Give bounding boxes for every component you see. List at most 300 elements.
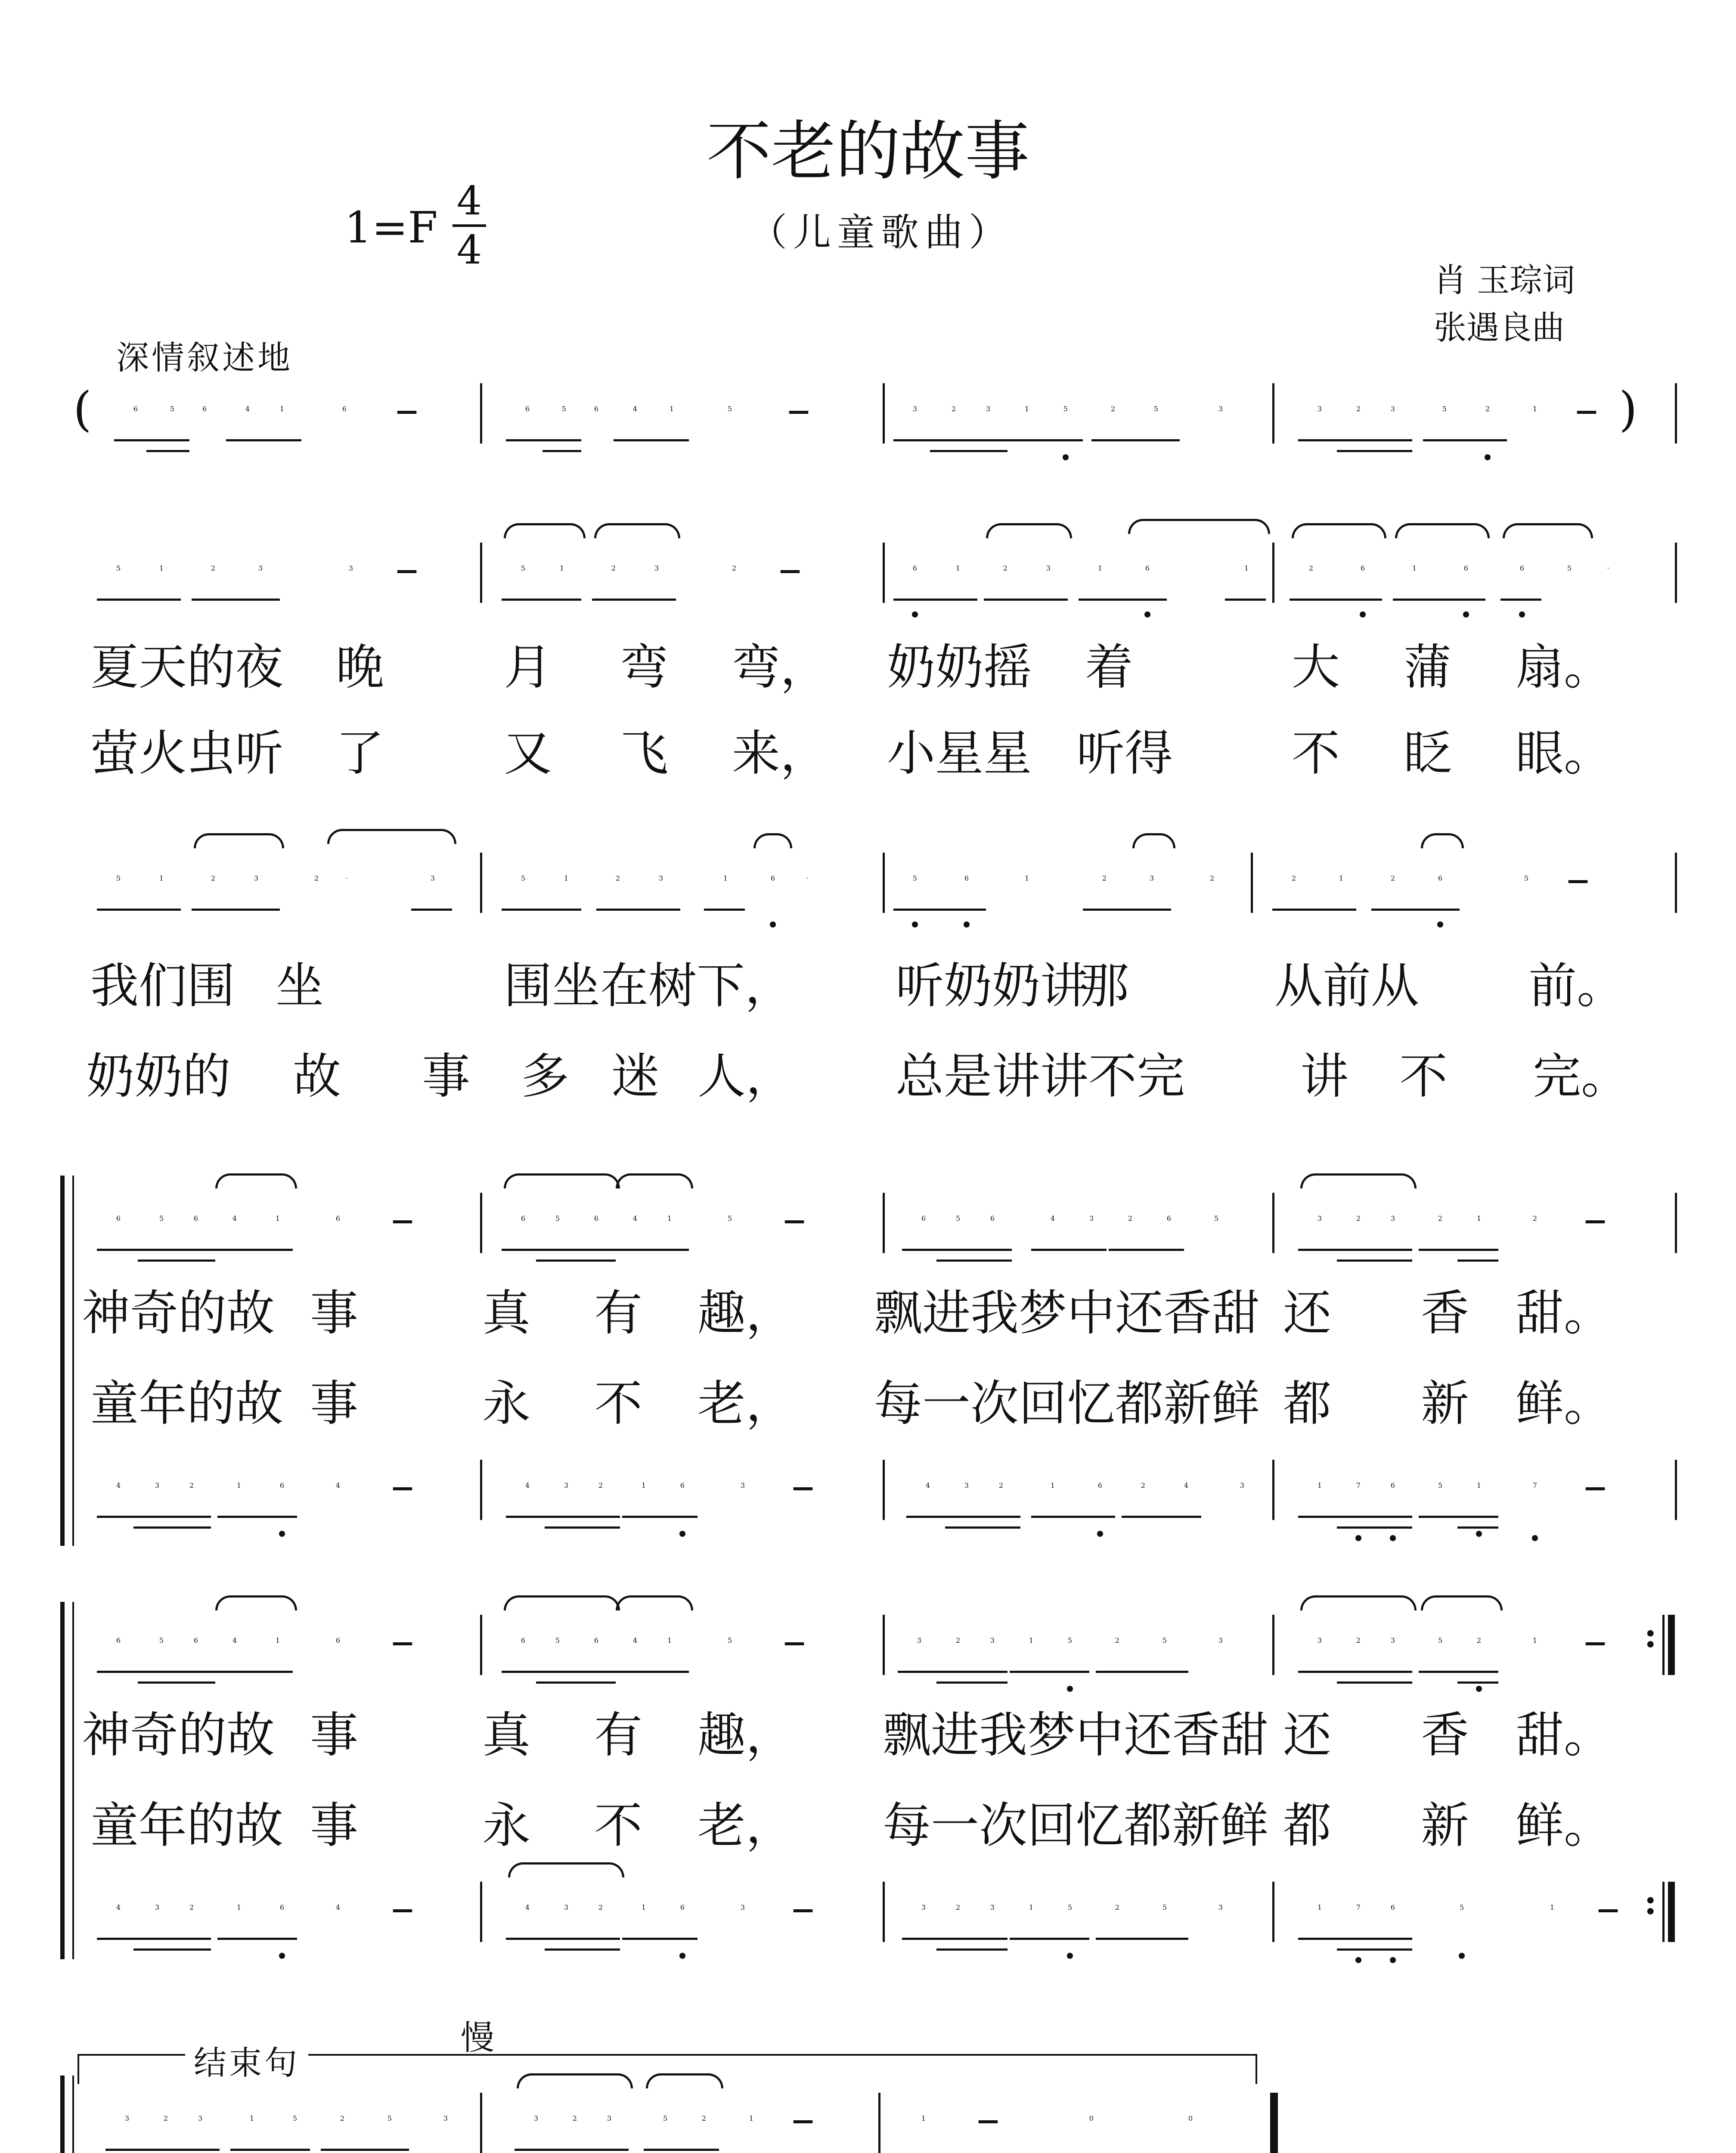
beam-underline: [217, 1516, 297, 1518]
s5a-note: 2: [1115, 1636, 1120, 1644]
low-octave-dot: [679, 1953, 685, 1959]
lyric-syllable: 甜。: [1516, 1285, 1612, 1341]
slur-tie: [215, 1595, 297, 1610]
s4b-note: 3: [1240, 1481, 1245, 1489]
bar-line: [1272, 1882, 1274, 1942]
s1-note: 2: [1485, 405, 1490, 413]
s4b-note: 7: [1356, 1481, 1361, 1489]
beam-underline: [614, 439, 689, 441]
lyric-syllable: 眨: [1404, 726, 1452, 782]
s1-note: 4: [245, 405, 250, 413]
s4b-note: 4: [525, 1481, 530, 1489]
s5a-note: 6: [594, 1636, 599, 1644]
low-octave-dot: [1067, 1953, 1073, 1959]
s5a-note: 5: [1162, 1636, 1167, 1644]
low-octave-dot: [1390, 1535, 1396, 1541]
s2-augmentation-dot: ·: [1607, 564, 1609, 572]
lyric-syllable: 那: [1081, 958, 1129, 1014]
lyric-syllable: 总是讲讲不完: [896, 1049, 1185, 1104]
s4a-note: 5: [1214, 1214, 1219, 1222]
s2-note: 1: [559, 564, 564, 572]
beam-underline: [704, 909, 745, 911]
slur-tie: [1300, 1595, 1417, 1610]
s6a-note: 2: [163, 2114, 168, 2122]
beam-underline: [614, 1671, 689, 1673]
slur-tie: [616, 1173, 693, 1188]
beam-underline: [906, 1516, 1020, 1518]
s6a-note: 3: [533, 2114, 539, 2122]
beam-underline: [1298, 1938, 1412, 1940]
s5a-note: 3: [1317, 1636, 1322, 1644]
lyric-syllable: 永: [482, 1376, 530, 1432]
beam-underline: [622, 1938, 698, 1940]
s5a-dash-sustain: –: [1584, 1613, 1607, 1667]
s4a-note: 4: [1050, 1214, 1055, 1222]
beam-underline: [515, 2149, 629, 2151]
s3-note: 3: [254, 874, 259, 882]
s5a-note: 1: [1029, 1636, 1034, 1644]
lyric-syllable: 围坐在树下，: [504, 958, 793, 1014]
lyric-syllable: 还: [1283, 1707, 1331, 1763]
s3-augmentation-dot: ·: [806, 874, 809, 882]
bar-line: [1675, 383, 1677, 444]
s5b-note: 2: [1115, 1903, 1120, 1911]
s5a-dash-sustain: –: [391, 1613, 414, 1667]
lyric-syllable: 都: [1283, 1376, 1331, 1432]
beam-underline: [1337, 450, 1412, 452]
low-octave-dot: [1459, 1953, 1465, 1959]
s3-note: 6: [1438, 874, 1443, 882]
beam-underline: [1337, 1526, 1412, 1529]
lyric-syllable: 趣，: [698, 1707, 794, 1763]
beam-underline: [898, 1671, 1008, 1673]
lyric-syllable: 童年的故: [90, 1376, 283, 1432]
s1-note: 5: [1063, 405, 1068, 413]
slur-tie: [517, 2073, 633, 2088]
system-bracket-thin: [72, 2075, 74, 2153]
beam-underline: [1079, 599, 1167, 601]
s1-note: 3: [986, 405, 991, 413]
low-octave-dot: [912, 611, 918, 617]
composer-credit: 张遇良曲: [1434, 308, 1565, 347]
s5b-note: 5: [1162, 1903, 1167, 1911]
bar-line: [883, 1460, 885, 1520]
s6a-note: 1: [249, 2114, 254, 2122]
s4a-note: 2: [1438, 1214, 1443, 1222]
s5a-note: 3: [990, 1636, 995, 1644]
s4b-note: 2: [998, 1481, 1004, 1489]
s6a-note: 2: [572, 2114, 577, 2122]
s3-note: 1: [1024, 874, 1029, 882]
low-octave-dot: [1360, 611, 1366, 617]
s3-note: 2: [1102, 874, 1107, 882]
lyric-syllable: 还: [1283, 1285, 1331, 1341]
low-octave-dot: [279, 1531, 285, 1537]
slur-tie: [1421, 833, 1464, 848]
s4a-note: 6: [521, 1214, 526, 1222]
s1-note: 6: [133, 405, 138, 413]
lyric-syllable: 新: [1421, 1376, 1469, 1432]
lyric-syllable: 不: [1292, 726, 1340, 782]
s3-note: 1: [564, 874, 569, 882]
s5a-note: 2: [955, 1636, 961, 1644]
s3-note: 2: [211, 874, 216, 882]
low-octave-dot: [1063, 454, 1069, 460]
s3-note: 2: [615, 874, 620, 882]
beam-underline: [893, 439, 1008, 441]
s5b-note: 5: [1459, 1903, 1464, 1911]
beam-underline: [1122, 1516, 1201, 1518]
lyric-syllable: 不: [594, 1376, 642, 1432]
s3-note: 2: [1390, 874, 1395, 882]
lyric-syllable: 香: [1421, 1707, 1469, 1763]
lyric-syllable: 有: [594, 1285, 642, 1341]
beam-underline: [1500, 599, 1541, 601]
low-octave-dot: [1097, 1531, 1103, 1537]
s4a-dash-sustain: –: [783, 1191, 806, 1245]
s5b-note: 1: [1317, 1903, 1322, 1911]
s5b-note: 6: [1390, 1903, 1395, 1911]
lyric-syllable: 了: [336, 726, 384, 782]
lyric-syllable: 坐: [276, 958, 324, 1014]
low-octave-dot: [1144, 611, 1150, 617]
s6a-note: 1: [749, 2114, 754, 2122]
slur-tie: [1395, 523, 1490, 538]
s5b-note: 4: [335, 1903, 341, 1911]
beam-underline: [1010, 1938, 1089, 1940]
s4a-note: 5: [159, 1214, 164, 1222]
beam-underline: [97, 1516, 211, 1518]
beam-underline: [1337, 1681, 1412, 1684]
lyric-syllable: 每一次回忆都新鲜: [874, 1376, 1260, 1432]
lyric-syllable: 萤火虫听: [90, 726, 283, 782]
beam-underline: [1109, 1249, 1184, 1251]
s4b-note: 1: [1050, 1481, 1055, 1489]
s2-note: 3: [1046, 564, 1051, 572]
beam-underline: [411, 909, 452, 911]
song-title: 不老的故事: [706, 114, 1029, 189]
low-octave-dot: [1532, 1535, 1538, 1541]
s2-note: 6: [912, 564, 918, 572]
s4b-dash-sustain: –: [391, 1458, 414, 1512]
lyric-syllable: 香: [1421, 1285, 1469, 1341]
low-octave-dot: [1476, 1531, 1482, 1537]
s5a-note: 6: [335, 1636, 341, 1644]
beam-underline: [536, 1260, 616, 1262]
low-octave-dot: [1355, 1957, 1361, 1963]
lyric-syllable: 有: [594, 1707, 642, 1763]
s5b-note: 3: [564, 1903, 569, 1911]
lyric-syllable: 不: [1399, 1049, 1448, 1104]
lyric-syllable: 着: [1085, 639, 1133, 695]
lyric-syllable: 故: [293, 1049, 341, 1104]
s3-note: 6: [964, 874, 969, 882]
s4b-dash-sustain: –: [1584, 1458, 1607, 1512]
low-octave-dot: [1355, 1535, 1361, 1541]
s1-note: 3: [1218, 405, 1223, 413]
s5a-note: 2: [1356, 1636, 1361, 1644]
s3-note: 2: [1291, 874, 1296, 882]
beam-underline: [545, 1526, 620, 1529]
s6a-note: 3: [198, 2114, 203, 2122]
beam-underline: [1298, 1516, 1412, 1518]
bar-line: [480, 1460, 482, 1520]
s1-note: 1: [669, 405, 674, 413]
s2-note: 5: [521, 564, 526, 572]
s4a-note: 3: [1317, 1214, 1322, 1222]
s2-note: 6: [1360, 564, 1365, 572]
beam-underline: [1457, 1681, 1498, 1684]
s2-note: 3: [258, 564, 263, 572]
beam-underline: [105, 2149, 220, 2151]
s4a-note: 6: [1166, 1214, 1172, 1222]
s1-note: 5: [170, 405, 175, 413]
s3-augmentation-dot: ·: [345, 874, 348, 882]
s1-dash-sustain: –: [395, 382, 418, 436]
s2-note: 5: [116, 564, 121, 572]
s4b-note: 2: [189, 1481, 194, 1489]
s5a-note: 6: [116, 1636, 121, 1644]
s3-dash-sustain: –: [1566, 851, 1590, 905]
lyric-syllable: 听奶奶讲: [896, 958, 1088, 1014]
s1-note: 5: [727, 405, 732, 413]
lyric-syllable: 飞: [620, 726, 668, 782]
lyric-syllable: 童年的故: [90, 1798, 283, 1854]
lyric-syllable: 事: [310, 1798, 358, 1854]
s5b-note: 2: [189, 1903, 194, 1911]
lyric-syllable: 来，: [732, 726, 828, 782]
lyric-syllable: 鲜。: [1516, 1798, 1612, 1854]
lyric-syllable: 人，: [698, 1049, 794, 1104]
s1-note: 1: [279, 405, 285, 413]
s1-parenthesis: ): [1619, 382, 1637, 437]
s4a-note: 6: [990, 1214, 995, 1222]
s4a-note: 2: [1532, 1214, 1538, 1222]
low-octave-dot: [770, 921, 776, 928]
low-octave-dot: [912, 921, 918, 928]
system-bracket: [60, 1602, 65, 1959]
s5a-note: 1: [275, 1636, 280, 1644]
s5b-note: 1: [1550, 1903, 1555, 1911]
s2-note: 2: [732, 564, 737, 572]
bar-line: [1675, 543, 1677, 603]
s1-note: 3: [1390, 405, 1395, 413]
lyric-syllable: 真: [482, 1285, 530, 1341]
lyric-syllable: 鲜。: [1516, 1376, 1612, 1432]
s3-note: 3: [658, 874, 663, 882]
system-bracket: [60, 1176, 65, 1546]
low-octave-dot: [279, 1953, 285, 1959]
beam-underline: [1419, 1671, 1498, 1673]
song-subtitle: （儿童歌曲）: [749, 210, 1013, 254]
s2-note: 3: [348, 564, 353, 572]
s1-dash-sustain: –: [1575, 382, 1598, 436]
time-signature: [450, 179, 489, 273]
slur-tie: [327, 829, 456, 844]
s4a-note: 5: [727, 1214, 732, 1222]
slur-tie: [1421, 1595, 1503, 1610]
s4a-note: 5: [955, 1214, 961, 1222]
s5a-note: 6: [521, 1636, 526, 1644]
lyric-syllable: 都: [1283, 1798, 1331, 1854]
s1-note: 2: [1110, 405, 1116, 413]
bar-line: [480, 1193, 482, 1253]
slur-tie: [504, 1173, 620, 1188]
beam-underline: [1298, 1671, 1412, 1673]
bar-line: [1272, 543, 1274, 603]
lyric-syllable: 前。: [1528, 958, 1625, 1014]
beam-underline: [1005, 439, 1083, 441]
s5b-note: 2: [955, 1903, 961, 1911]
s5b-note: 1: [1029, 1903, 1034, 1911]
lyric-syllable: 月: [504, 639, 552, 695]
s4b-note: 2: [1141, 1481, 1146, 1489]
lyric-syllable: 弯: [620, 639, 668, 695]
low-octave-dot: [679, 1531, 685, 1537]
s5a-note: 5: [159, 1636, 164, 1644]
s2-note: 6: [1519, 564, 1525, 572]
beam-underline: [97, 599, 181, 601]
beam-underline: [1091, 439, 1180, 441]
beam-underline: [1096, 1938, 1188, 1940]
beam-underline: [502, 599, 581, 601]
s5a-note: 3: [1218, 1636, 1223, 1644]
beam-underline: [1298, 439, 1412, 441]
s4a-note: 3: [1089, 1214, 1094, 1222]
s5b-note: 1: [236, 1903, 242, 1911]
beam-underline: [1225, 599, 1266, 601]
lyric-syllable: 不: [594, 1798, 642, 1854]
beam-underline: [596, 909, 680, 911]
lyric-syllable: 事: [310, 1707, 358, 1763]
lyric-syllable: 老，: [698, 1798, 794, 1854]
slur-tie: [1503, 523, 1593, 538]
s2-note: 1: [1097, 564, 1103, 572]
s5b-note: 3: [155, 1903, 160, 1911]
low-octave-dot: [1476, 1686, 1482, 1692]
bar-line: [480, 853, 482, 913]
lyric-syllable: 晚: [336, 639, 384, 695]
beam-underline: [945, 1526, 1020, 1529]
lyric-syllable: 趣，: [698, 1285, 794, 1341]
beam-underline: [97, 909, 181, 911]
beam-underline: [217, 1938, 297, 1940]
slur-tie: [215, 1173, 297, 1188]
bar-line: [883, 1882, 885, 1942]
s4a-note: 2: [1128, 1214, 1133, 1222]
lyric-syllable: 大: [1292, 639, 1340, 695]
lyric-syllable: 夏天的夜: [90, 639, 283, 695]
lyric-syllable: 扇。: [1516, 639, 1612, 695]
s4b-note: 2: [598, 1481, 603, 1489]
system-bracket-thin: [72, 1602, 74, 1959]
beam-underline: [213, 1671, 293, 1673]
s6a-note: 5: [387, 2114, 392, 2122]
s1-note: 3: [1317, 405, 1322, 413]
s2-note: 1: [1412, 564, 1417, 572]
coda-label: 结束句: [185, 2037, 308, 2084]
s1-dash-sustain: –: [787, 382, 810, 436]
s4a-note: 6: [921, 1214, 926, 1222]
beam-underline: [506, 439, 581, 441]
s2-note: 1: [955, 564, 961, 572]
s6a-note: 2: [701, 2114, 707, 2122]
s2-dash-sustain: –: [395, 541, 418, 595]
beam-underline: [138, 1260, 215, 1262]
s4b-note: 1: [1317, 1481, 1322, 1489]
low-octave-dot: [964, 921, 970, 928]
beam-underline: [502, 1671, 616, 1673]
beam-underline: [1096, 1671, 1188, 1673]
s5a-note: 1: [667, 1636, 672, 1644]
s5a-note: 5: [727, 1636, 732, 1644]
s3-note: 1: [159, 874, 164, 882]
lyric-syllable: 我们围: [90, 958, 235, 1014]
s5b-note: 4: [525, 1903, 530, 1911]
s3-note: 5: [1524, 874, 1529, 882]
system-bracket: [60, 2075, 65, 2153]
slur-tie: [1300, 1173, 1417, 1188]
beam-underline: [506, 1516, 620, 1518]
beam-underline: [1337, 1948, 1412, 1951]
slur-tie: [1132, 833, 1175, 848]
beam-underline: [644, 2149, 719, 2151]
beam-underline: [936, 1948, 1008, 1951]
s4b-dash-sustain: –: [791, 1458, 815, 1512]
bar-line: [480, 1615, 482, 1675]
s5a-note: 5: [1067, 1636, 1073, 1644]
s4a-note: 4: [232, 1214, 237, 1222]
s4b-note: 4: [116, 1481, 121, 1489]
slur-tie: [616, 1595, 693, 1610]
beam-underline: [936, 1681, 1008, 1684]
s4a-note: 3: [1390, 1214, 1395, 1222]
s6a-note: 3: [607, 2114, 612, 2122]
expression-marking: 深情叙述地: [116, 338, 293, 377]
bar-line: [480, 383, 482, 444]
s4b-note: 4: [335, 1481, 341, 1489]
beam-underline: [97, 1249, 215, 1251]
s5b-note: 6: [680, 1903, 685, 1911]
low-octave-dot: [1463, 611, 1469, 617]
bar-line: [1272, 1193, 1274, 1253]
beam-underline: [133, 1948, 211, 1951]
s4a-note: 6: [193, 1214, 198, 1222]
s4b-note: 6: [1097, 1481, 1103, 1489]
key-signature: 1=F: [344, 202, 438, 253]
s5a-note: 2: [1476, 1636, 1482, 1644]
low-octave-dot: [1519, 611, 1525, 617]
time-signature-bottom: 4: [456, 227, 482, 273]
s3-note: 5: [912, 874, 918, 882]
s1-note: 5: [561, 405, 567, 413]
s1-note: 1: [1024, 405, 1029, 413]
beam-underline: [930, 450, 1008, 452]
repeat-end-barline: :: [1649, 1882, 1675, 1942]
s5b-note: 7: [1356, 1903, 1361, 1911]
s4b-note: 6: [1390, 1481, 1395, 1489]
s5a-note: 1: [1532, 1636, 1538, 1644]
beam-underline: [1457, 1526, 1498, 1529]
bar-line: [480, 2093, 482, 2153]
slur-tie: [504, 523, 586, 538]
beam-underline: [1337, 1260, 1412, 1262]
s1-note: 6: [594, 405, 599, 413]
s3-note: 2: [314, 874, 319, 882]
beam-underline: [502, 1249, 616, 1251]
low-octave-dot: [1067, 1686, 1073, 1692]
beam-underline: [321, 2149, 409, 2151]
